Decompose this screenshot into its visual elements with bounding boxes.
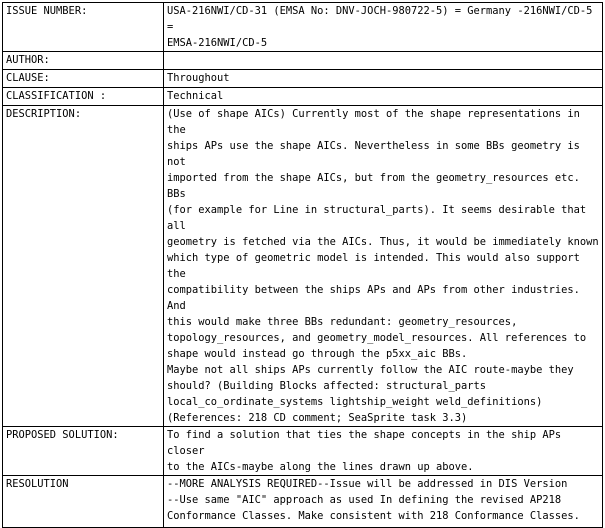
resolution-value: --MORE ANALYSIS REQUIRED--Issue will be addressed in DIS Version --Use same "AIC" approach as used In defining the revised AP218 Conformance Classes. Make consistent with 218 Conformance Classes. (164, 476, 603, 528)
issue-number-label: ISSUE NUMBER: (3, 3, 164, 52)
proposed-solution-value: To find a solution that ties the shape concepts in the ship APs closer to the AICs-maybe along the lines drawn up above. (164, 427, 603, 476)
issue-number-row (3, 3, 603, 52)
clause-label: CLAUSE: (3, 70, 164, 88)
classification-label: CLASSIFICATION : (3, 88, 164, 106)
proposed-solution-row (3, 427, 603, 476)
clause-row (3, 70, 603, 88)
author-value (164, 52, 603, 70)
issue-table (2, 2, 603, 528)
resolution-row (3, 476, 603, 528)
proposed-solution-label: PROPOSED SOLUTION: (3, 427, 164, 476)
resolution-label: RESOLUTION (3, 476, 164, 528)
classification-value: Technical (164, 88, 603, 106)
clause-value: Throughout (164, 70, 603, 88)
author-label: AUTHOR: (3, 52, 164, 70)
description-label: DESCRIPTION: (3, 106, 164, 427)
author-row (3, 52, 603, 70)
classification-row (3, 88, 603, 106)
issue-number-value: USA-216NWI/CD-31 (EMSA No: DNV-JOCH-980722-5) = Germany -216NWI/CD-5 = EMSA-216NWI/CD-5 (164, 3, 603, 52)
description-row (3, 106, 603, 427)
description-value: (Use of shape AICs) Currently most of the shape representations in the ships APs use the shape AICs. Nevertheless in some BBs geometry is not imported from the shape AICs, but from the geometry_resources etc. BBs (for example for Line in structural_parts). It seems desirable that all geometry is fetched via the AICs. Thus, it would be immediately known which type of geometric model is intended. This would also support the compatibility between the ships APs and APs from other industries. And this would make three BBs redundant: geometry_resources, topology_resources, and geometry_model_resources. All references to shape would instead go through the p5xx_aic BBs. Maybe not all ships APs currently follow the AIC route-maybe they should? (Building Blocks affected: structural_parts local_co_ordinate_systems lightship_weight weld_definitions) (References: 218 CD comment; SeaSprite task 3.3) (164, 106, 603, 427)
